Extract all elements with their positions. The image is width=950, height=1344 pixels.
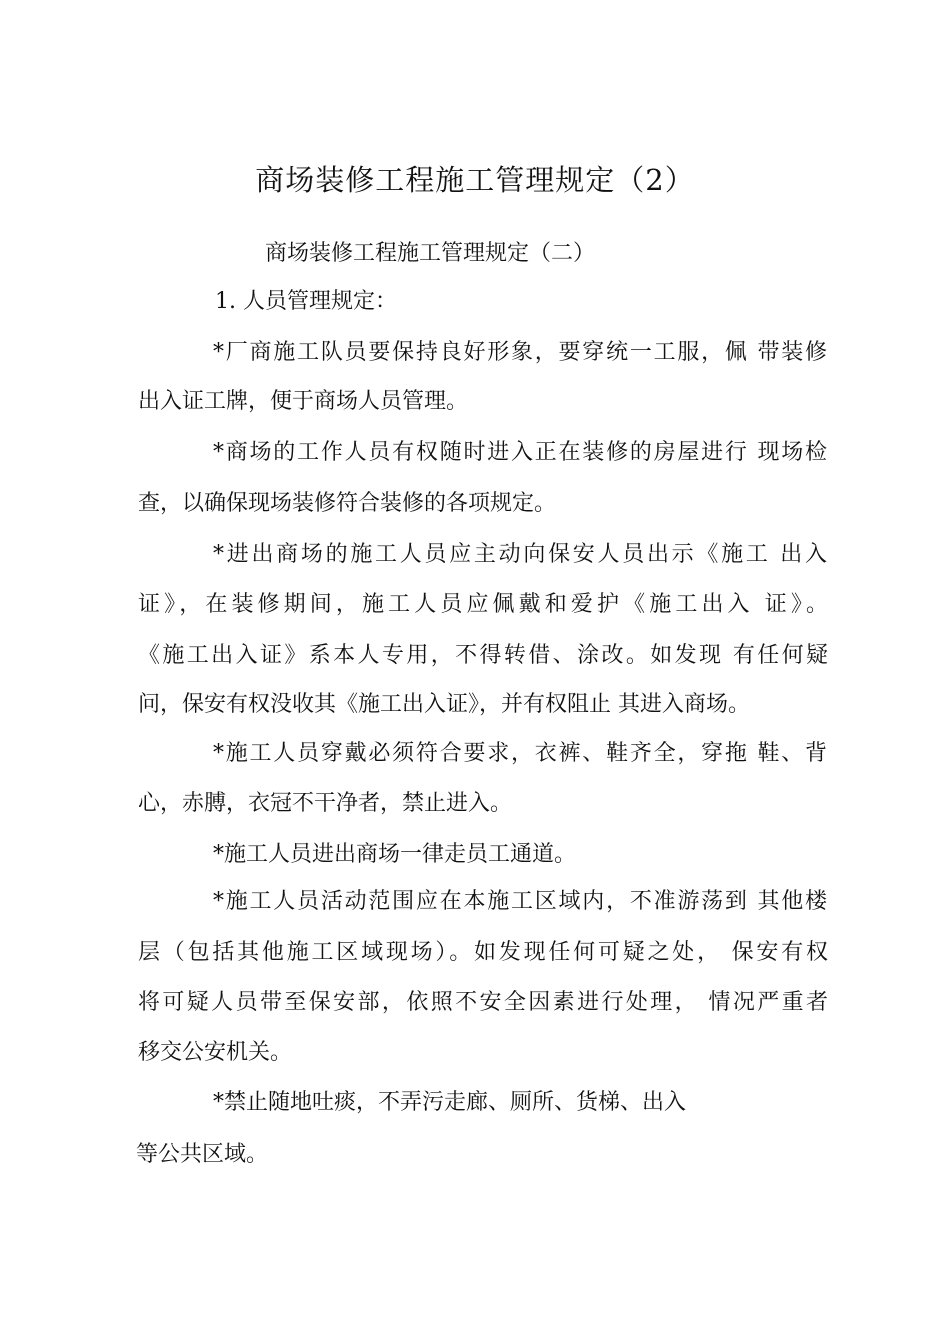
document-subtitle: 商场装修工程施工管理规定（二） <box>265 241 596 266</box>
paragraph-line: 移交公安机关。 <box>138 1040 293 1065</box>
paragraph-line: *禁止随地吐痰，不弄污走廊、厕所、货梯、出入 <box>213 1090 687 1115</box>
paragraph-line: 将可疑人员带至保安部，依照不安全因素进行处理， 情况严重者 <box>138 990 828 1015</box>
paragraph-line: 查，以确保现场装修符合装修的各项规定。 <box>138 491 557 516</box>
paragraph-line: 等公共区域。 <box>136 1142 269 1167</box>
paragraph-line: 层（包括其他施工区域现场）。如发现任何可疑之处， 保安有权 <box>138 940 828 965</box>
paragraph-line: 出入证工牌，便于商场人员管理。 <box>138 389 469 414</box>
section-heading: 1. 人员管理规定： <box>215 289 397 314</box>
paragraph-line: 证》，在装修期间，施工人员应佩戴和爱护《施工出入 证》。 <box>138 592 828 617</box>
paragraph-line: 《施工出入证》系本人专用，不得转借、涂改。如发现 有任何疑 <box>138 643 828 668</box>
paragraph-line: *施工人员穿戴必须符合要求，衣裤、鞋齐全，穿拖 鞋、背 <box>213 741 827 766</box>
document-title: 商场装修工程施工管理规定（2） <box>255 163 695 197</box>
paragraph-line: 心，赤膊，衣冠不干净者，禁止进入。 <box>138 791 513 816</box>
paragraph-line: *商场的工作人员有权随时进入正在装修的房屋进行 现场检 <box>213 440 827 465</box>
paragraph-line: 问，保安有权没收其《施工出入证》，并有权阻止 其进入商场。 <box>138 692 750 717</box>
paragraph-line: *厂商施工队员要保持良好形象，要穿统一工服，佩 带装修 <box>213 340 827 365</box>
paragraph-line: *进出商场的施工人员应主动向保安人员出示《施工 出入 <box>213 542 827 567</box>
paragraph-line: *施工人员进出商场一律走员工通道。 <box>213 842 577 867</box>
paragraph-line: *施工人员活动范围应在本施工区域内，不准游荡到 其他楼 <box>213 889 827 914</box>
